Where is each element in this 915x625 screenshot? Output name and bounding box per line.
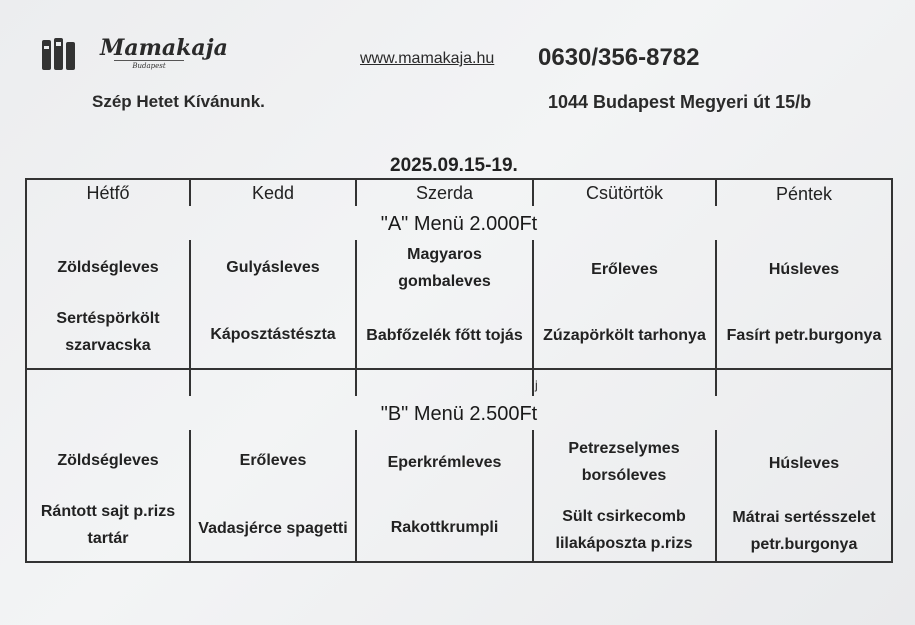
column-separator <box>355 370 357 396</box>
column-separator <box>532 430 534 563</box>
menu-a-main-monday: Sertéspörkölt szarvacska <box>56 310 160 354</box>
menu-b-main-friday: Mátrai sertésszelet petr.burgonya <box>732 509 876 553</box>
menu-a-soup-tuesday: Gulyásleves <box>226 258 320 276</box>
logo-text: Mamakaja <box>100 34 228 61</box>
logo-subtext: Budapest <box>114 60 184 70</box>
menu-b-soup-wednesday: Eperkrémleves <box>387 453 502 471</box>
address: 1044 Budapest Megyeri út 15/b <box>548 92 812 112</box>
menu-a-soup-monday: Zöldségleves <box>57 258 159 276</box>
menu-b-main-wednesday: Rakottkrumpli <box>390 518 499 536</box>
menu-b-soup-thursday: Petrezselymes borsóleves <box>568 440 680 484</box>
website-link[interactable]: www.mamakaja.hu <box>360 50 495 67</box>
day-header-monday: Hétfő <box>86 182 130 203</box>
section-divider <box>25 368 893 370</box>
menu-b-main-thursday: Sült csirkecomb lilakáposzta p.rizs <box>555 508 693 552</box>
phone-number: 0630/356-8782 <box>538 44 700 71</box>
menu-b-main-tuesday: Vadasjérce spagetti <box>198 519 348 537</box>
menu-b-soup-tuesday: Erőleves <box>239 451 307 469</box>
menu-a-main-friday: Fasírt petr.burgonya <box>726 326 882 344</box>
greeting: Szép Hetet Kívánunk. <box>92 92 265 111</box>
column-separator <box>532 370 534 396</box>
menu-a-main-tuesday: Káposztástészta <box>210 325 336 343</box>
menu-a-main-thursday: Zúzapörkölt tarhonya <box>543 326 706 344</box>
day-header-wednesday: Szerda <box>415 182 474 203</box>
menu-b-soup-friday: Húsleves <box>768 454 840 472</box>
column-separator <box>715 370 717 396</box>
menu-a-soup-thursday: Erőleves <box>591 260 658 278</box>
menu-a-title: "A" Menü 2.000Ft <box>380 213 538 235</box>
day-header-tuesday: Kedd <box>251 182 295 203</box>
stray-mark: j <box>535 378 538 392</box>
day-header-thursday: Csütörtök <box>585 182 664 203</box>
cutlery-logo-icon <box>40 34 96 72</box>
column-separator <box>189 370 191 396</box>
menu-b-main-monday: Rántott sajt p.rizs tartár <box>40 503 176 547</box>
menu-a-soup-wednesday: Magyaros gombaleves <box>398 246 491 290</box>
menu-a-main-wednesday: Babfőzelék főtt tojás <box>366 326 523 344</box>
menu-a-soup-friday: Húsleves <box>768 260 840 278</box>
menu-b-title: "B" Menü 2.500Ft <box>380 403 538 425</box>
menu-b-soup-monday: Zöldségleves <box>57 451 159 469</box>
logo <box>40 34 228 72</box>
day-header-friday: Péntek <box>775 183 833 204</box>
date-range: 2025.09.15-19. <box>390 155 518 176</box>
